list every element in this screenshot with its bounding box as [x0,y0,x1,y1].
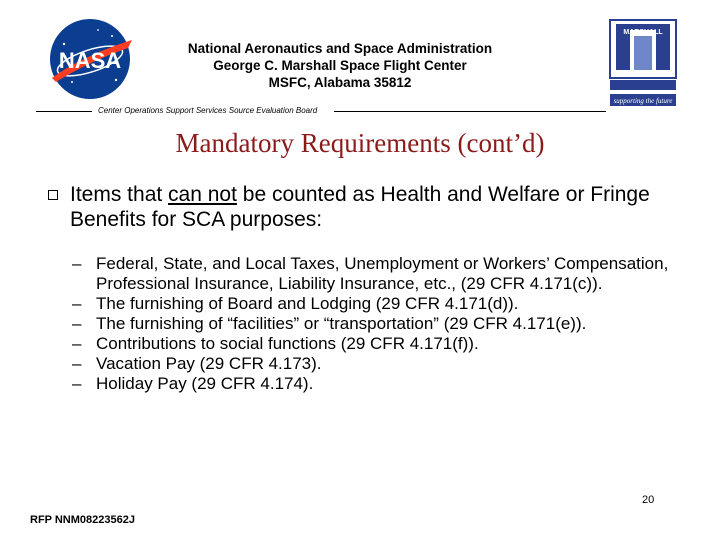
slide-title: Mandatory Requirements (cont’d) [175,128,545,158]
rule-right [334,111,606,112]
square-bullet-icon [48,190,58,200]
main-bullet-pre: Items that [70,183,169,206]
list-item [70,254,700,294]
list-item [70,294,700,314]
marshall-logo [608,18,678,110]
board-name: Center Operations Support Services Source Evaluation Board [98,106,318,115]
list-item [70,374,700,394]
marshall-logo-text: MARSHALL [623,29,663,36]
dash-bullet: – [72,334,82,353]
nasa-logo [42,16,138,102]
main-bullet-text [70,182,710,232]
dash-bullet: – [72,254,82,273]
dash-bullet: – [72,294,82,313]
list-item-text: The furnishing of Board and Lodging (29 CFR 4.171(d)). [96,294,519,313]
list-item [70,354,700,374]
center-name: George C. Marshall Space Flight Center [213,58,467,73]
list-item [70,314,700,334]
main-bullet-post: be counted as Health and Welfare or Fringe Benefits for SCA purposes: [70,183,650,231]
dash-bullet: – [72,354,82,373]
nasa-logo-text: NASA [58,48,122,73]
list-item-text: Holiday Pay (29 CFR 4.174). [96,374,314,393]
center-address: MSFC, Alabama 35812 [268,75,412,90]
list-item-text: Contributions to social functions (29 CFR 4.171(f)). [96,334,479,353]
list-item [70,334,700,354]
marshall-banner-text: supporting the future [613,97,673,105]
list-item-text: Federal, State, and Local Taxes, Unemployment or Workers’ Compensation, Professional Insurance, Liability Insurance, etc., (29 CFR 4.171(c)). [96,254,669,293]
dash-bullet: – [72,314,82,333]
list-item-text: The furnishing of “facilities” or “transportation” (29 CFR 4.171(e)). [96,314,587,333]
agency-name: National Aeronautics and Space Administration [187,41,493,56]
board-line [36,106,606,118]
header-block [140,40,540,91]
rfp-number: RFP NNM08223562J [30,514,135,526]
sub-item-list [70,254,700,394]
main-bullet-underlined: can not [168,183,237,206]
list-item-text: Vacation Pay (29 CFR 4.173). [96,354,322,373]
rule-left [36,111,92,112]
page-number: 20 [642,494,655,506]
dash-bullet: – [72,374,82,393]
